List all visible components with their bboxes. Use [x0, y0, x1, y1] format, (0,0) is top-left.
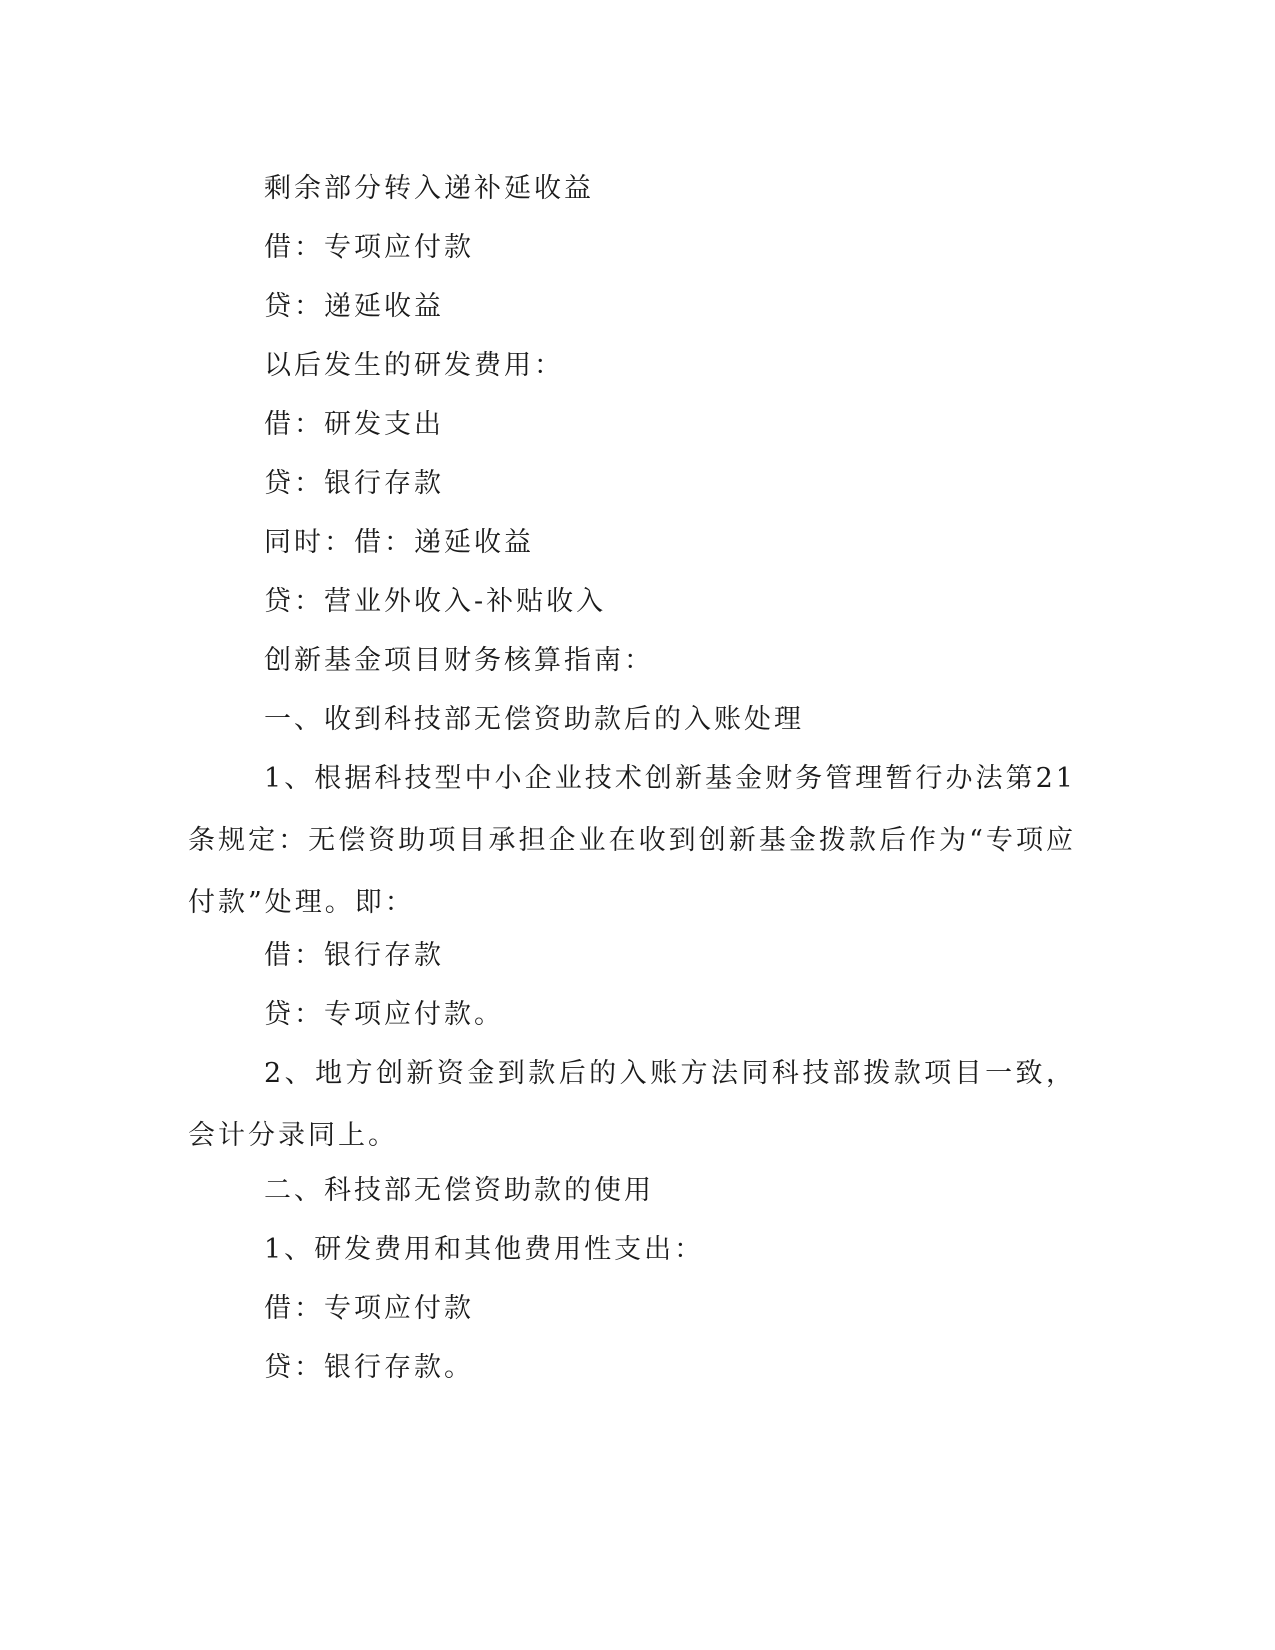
text-line: 借：研发支出: [264, 409, 444, 440]
text-line: 1、研发费用和其他费用性支出：: [264, 1234, 705, 1265]
text-line: 借：专项应付款: [264, 1293, 474, 1324]
text-line: 创新基金项目财务核算指南：: [264, 645, 654, 676]
text-line: 剩余部分转入递补延收益: [264, 173, 594, 204]
text-line: 贷：递延收益: [264, 291, 444, 322]
text-line: 借：银行存款: [264, 940, 444, 971]
paragraph: 1、根据科技型中小企业技术创新基金财务管理暂行办法第21条规定：无偿资助项目承担企业在收到创新基金拨款后作为“专项应付款”处理。即：: [188, 763, 1076, 918]
text-line: 贷：银行存款。: [264, 1352, 474, 1383]
section-heading: 一、收到科技部无偿资助款后的入账处理: [264, 704, 804, 735]
text-line: 贷：营业外收入-补贴收入: [264, 586, 607, 617]
text-line: 贷：银行存款: [264, 468, 444, 499]
text-line: 以后发生的研发费用：: [264, 350, 564, 381]
paragraph: 2、地方创新资金到款后的入账方法同科技部拨款项目一致，会计分录同上。: [188, 1058, 1076, 1151]
text-line: 贷：专项应付款。: [264, 999, 504, 1030]
text-line: 借：专项应付款: [264, 232, 474, 263]
section-heading: 二、科技部无偿资助款的使用: [264, 1175, 654, 1206]
text-line: 同时：借：递延收益: [264, 527, 534, 558]
